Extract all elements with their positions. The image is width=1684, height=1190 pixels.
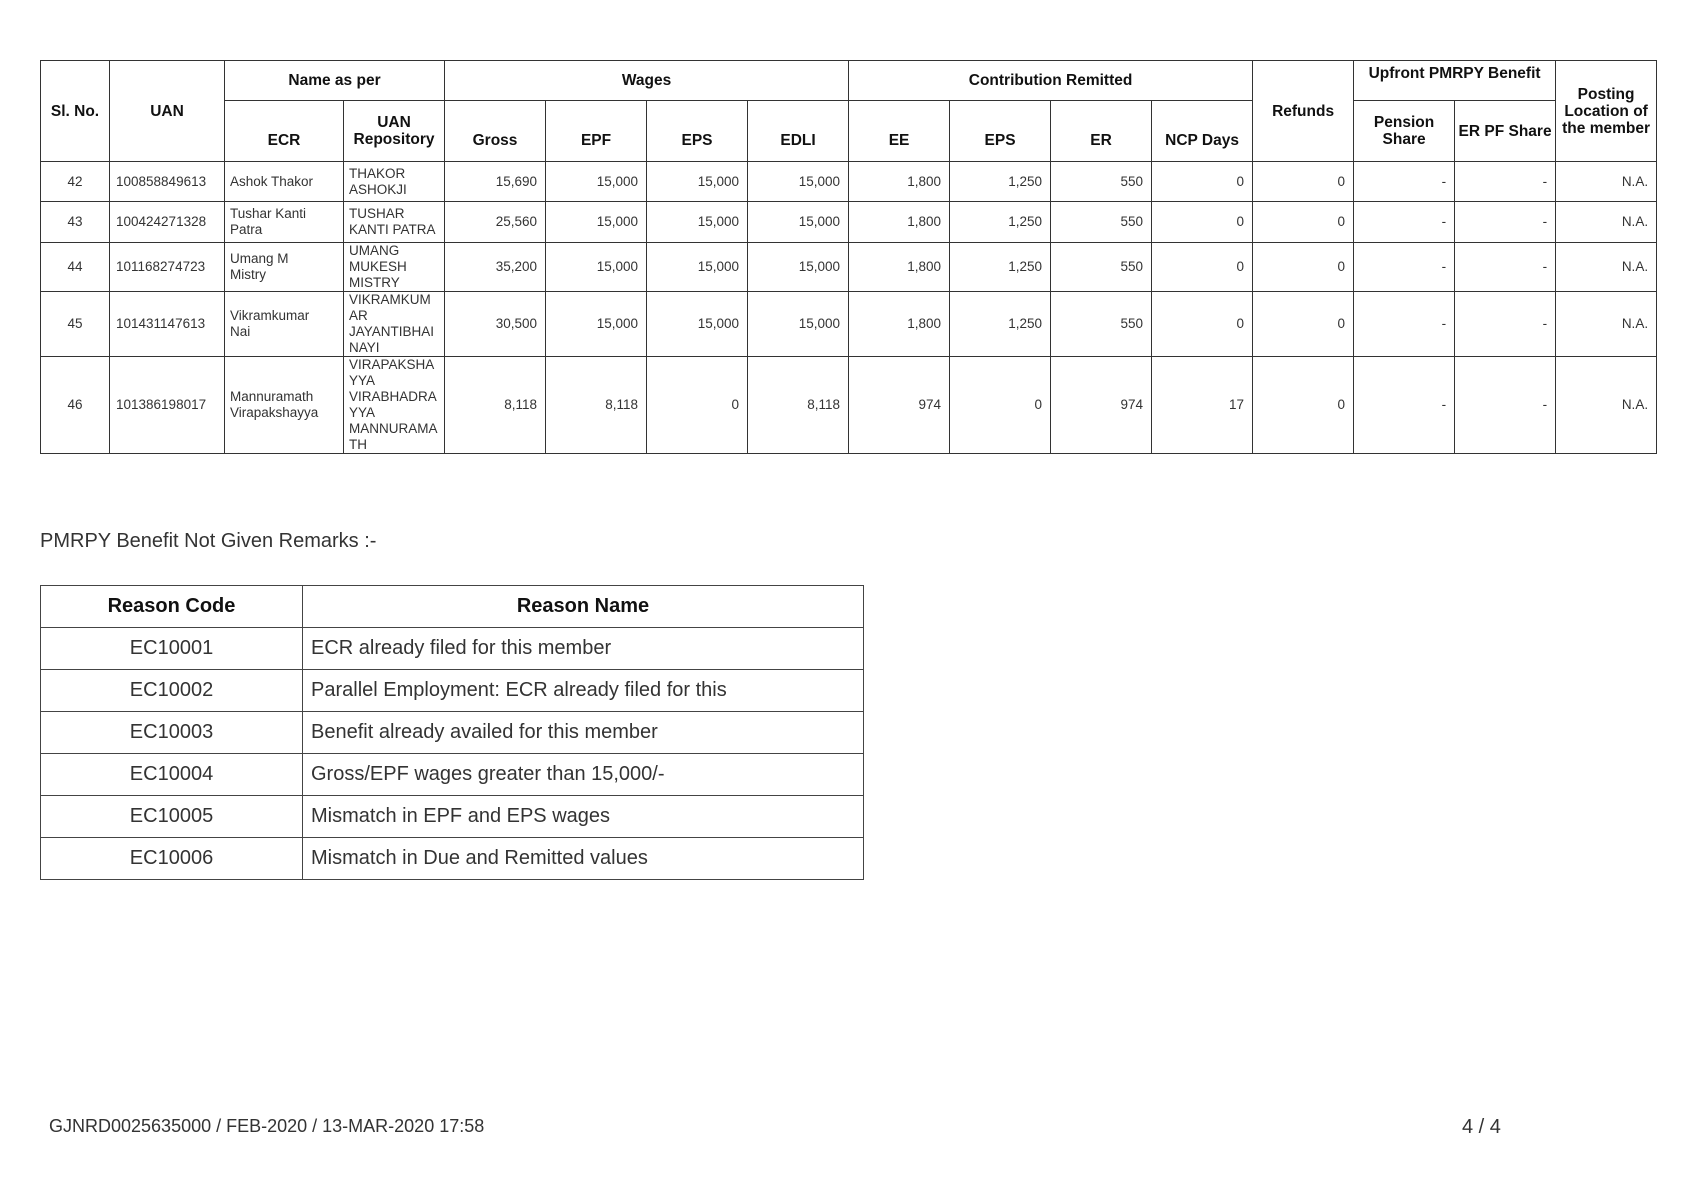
cell-reason-name: Benefit already availed for this member (303, 712, 864, 754)
cell-er-pf-share: - (1455, 357, 1556, 454)
header-sl-no: Sl. No. (41, 61, 110, 162)
cell-pension-share: - (1354, 357, 1455, 454)
cell-epf: 15,000 (546, 162, 647, 202)
header-contribution-remitted: Contribution Remitted (849, 61, 1253, 101)
cell-posting-location: N.A. (1556, 202, 1657, 243)
cell-name-ecr: Mannuramath Virapakshayya (225, 357, 344, 454)
cell-eps: 15,000 (647, 292, 748, 357)
header-eps: EPS (647, 101, 748, 162)
cell-ncp-days: 0 (1152, 243, 1253, 292)
header-gross: Gross (445, 101, 546, 162)
cell-reason-code: EC10003 (41, 712, 303, 754)
header-posting-location: Posting Location of the member (1556, 61, 1657, 162)
cell-gross: 35,200 (445, 243, 546, 292)
cell-posting-location: N.A. (1556, 357, 1657, 454)
cell-uan: 101431147613 (110, 292, 225, 357)
header-er-pf-share: ER PF Share (1455, 101, 1556, 162)
cell-reason-name: Mismatch in EPF and EPS wages (303, 796, 864, 838)
cell-sl-no: 44 (41, 243, 110, 292)
cell-gross: 30,500 (445, 292, 546, 357)
cell-posting-location: N.A. (1556, 243, 1657, 292)
cell-edli: 15,000 (748, 292, 849, 357)
cell-edli: 15,000 (748, 243, 849, 292)
table-row (41, 796, 864, 838)
cell-uan: 101168274723 (110, 243, 225, 292)
cell-er: 550 (1051, 243, 1152, 292)
cell-edli: 15,000 (748, 162, 849, 202)
cell-edli: 15,000 (748, 202, 849, 243)
cell-epf: 15,000 (546, 202, 647, 243)
table-row (41, 357, 1657, 454)
header-name-as-per: Name as per (225, 61, 445, 101)
table-row (41, 712, 864, 754)
cell-eps-contribution: 0 (950, 357, 1051, 454)
cell-reason-code: EC10004 (41, 754, 303, 796)
cell-er-pf-share: - (1455, 292, 1556, 357)
cell-ee: 1,800 (849, 202, 950, 243)
cell-eps: 15,000 (647, 162, 748, 202)
header-refunds: Refunds (1253, 61, 1354, 162)
cell-ee: 1,800 (849, 292, 950, 357)
cell-sl-no: 42 (41, 162, 110, 202)
header-pension-share: Pension Share (1354, 101, 1455, 162)
cell-gross: 15,690 (445, 162, 546, 202)
cell-er-pf-share: - (1455, 162, 1556, 202)
header-epf: EPF (546, 101, 647, 162)
cell-sl-no: 46 (41, 357, 110, 454)
cell-er: 550 (1051, 162, 1152, 202)
page-number: 4 / 4 (1462, 1116, 1501, 1138)
cell-name-ecr: Umang M Mistry (225, 243, 344, 292)
header-eps-contribution: EPS (950, 101, 1051, 162)
header-uan: UAN (110, 61, 225, 162)
cell-reason-name: ECR already filed for this member (303, 628, 864, 670)
cell-reason-code: EC10005 (41, 796, 303, 838)
cell-reason-code: EC10002 (41, 670, 303, 712)
cell-refunds: 0 (1253, 357, 1354, 454)
cell-sl-no: 43 (41, 202, 110, 243)
cell-ncp-days: 0 (1152, 292, 1253, 357)
cell-eps: 0 (647, 357, 748, 454)
cell-uan: 100424271328 (110, 202, 225, 243)
cell-sl-no: 45 (41, 292, 110, 357)
table-row (41, 292, 1657, 357)
cell-ncp-days: 17 (1152, 357, 1253, 454)
table-row (41, 754, 864, 796)
cell-name-ecr: Vikramkumar Nai (225, 292, 344, 357)
cell-er: 550 (1051, 202, 1152, 243)
cell-ee: 1,800 (849, 162, 950, 202)
cell-epf: 15,000 (546, 243, 647, 292)
cell-posting-location: N.A. (1556, 162, 1657, 202)
cell-edli: 8,118 (748, 357, 849, 454)
cell-posting-location: N.A. (1556, 292, 1657, 357)
cell-reason-name: Mismatch in Due and Remitted values (303, 838, 864, 880)
table-row (41, 162, 1657, 202)
cell-er: 550 (1051, 292, 1152, 357)
cell-refunds: 0 (1253, 162, 1354, 202)
cell-ee: 1,800 (849, 243, 950, 292)
cell-name-ecr: Tushar Kanti Patra (225, 202, 344, 243)
cell-reason-name: Parallel Employment: ECR already filed for this (303, 670, 864, 712)
header-ecr: ECR (225, 101, 344, 162)
cell-gross: 25,560 (445, 202, 546, 243)
cell-ee: 974 (849, 357, 950, 454)
cell-ncp-days: 0 (1152, 162, 1253, 202)
cell-refunds: 0 (1253, 292, 1354, 357)
cell-eps: 15,000 (647, 243, 748, 292)
cell-er-pf-share: - (1455, 243, 1556, 292)
cell-ncp-days: 0 (1152, 202, 1253, 243)
table-row (41, 670, 864, 712)
header-wages: Wages (445, 61, 849, 101)
header-ncp-days: NCP Days (1152, 101, 1253, 162)
header-reason-name: Reason Name (303, 586, 864, 628)
cell-name-uan: VIKRAMKUM AR JAYANTIBHAI NAYI (344, 292, 445, 357)
cell-epf: 15,000 (546, 292, 647, 357)
cell-uan: 100858849613 (110, 162, 225, 202)
header-reason-code: Reason Code (41, 586, 303, 628)
table-row (41, 838, 864, 880)
cell-name-uan: TUSHAR KANTI PATRA (344, 202, 445, 243)
cell-pension-share: - (1354, 162, 1455, 202)
cell-pension-share: - (1354, 243, 1455, 292)
cell-name-uan: THAKOR ASHOKJI (344, 162, 445, 202)
header-edli: EDLI (748, 101, 849, 162)
cell-er: 974 (1051, 357, 1152, 454)
cell-reason-name: Gross/EPF wages greater than 15,000/- (303, 754, 864, 796)
header-ee: EE (849, 101, 950, 162)
table-row (41, 628, 864, 670)
cell-er-pf-share: - (1455, 202, 1556, 243)
cell-eps-contribution: 1,250 (950, 292, 1051, 357)
header-er: ER (1051, 101, 1152, 162)
cell-pension-share: - (1354, 202, 1455, 243)
cell-name-ecr: Ashok Thakor (225, 162, 344, 202)
header-uan-repository: UAN Repository (344, 101, 445, 162)
cell-eps: 15,000 (647, 202, 748, 243)
table-row (41, 202, 1657, 243)
cell-name-uan: VIRAPAKSHA YYA VIRABHADRA YYA MANNURAMA TH (344, 357, 445, 454)
cell-eps-contribution: 1,250 (950, 243, 1051, 292)
cell-name-uan: UMANG MUKESH MISTRY (344, 243, 445, 292)
cell-reason-code: EC10001 (41, 628, 303, 670)
document-reference-footer: GJNRD0025635000 / FEB-2020 / 13-MAR-2020 17:58 (49, 1116, 485, 1136)
cell-eps-contribution: 1,250 (950, 202, 1051, 243)
ecr-contribution-table (40, 60, 1657, 454)
remarks-title: PMRPY Benefit Not Given Remarks :- (40, 530, 377, 552)
cell-uan: 101386198017 (110, 357, 225, 454)
cell-eps-contribution: 1,250 (950, 162, 1051, 202)
cell-refunds: 0 (1253, 243, 1354, 292)
header-upfront-pmrpy-benefit: Upfront PMRPY Benefit (1354, 61, 1556, 101)
cell-refunds: 0 (1253, 202, 1354, 243)
reason-code-table (40, 585, 864, 880)
cell-reason-code: EC10006 (41, 838, 303, 880)
cell-gross: 8,118 (445, 357, 546, 454)
cell-pension-share: - (1354, 292, 1455, 357)
cell-epf: 8,118 (546, 357, 647, 454)
table-row (41, 243, 1657, 292)
